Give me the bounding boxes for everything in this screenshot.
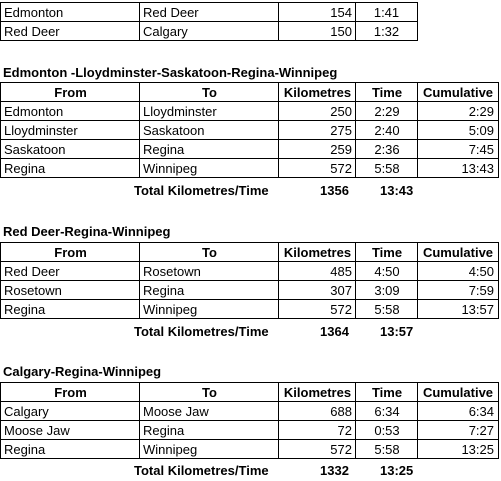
time-cell: 0:53 xyxy=(355,420,418,440)
time-cell: 3:09 xyxy=(355,280,418,300)
cumulative-cell: 13:57 xyxy=(417,299,499,319)
from-cell: Red Deer xyxy=(0,261,140,281)
header-time: Time xyxy=(355,242,418,262)
km-cell: 275 xyxy=(278,120,356,140)
time-cell: 1:32 xyxy=(355,21,418,41)
from-cell: Lloydminster xyxy=(0,120,140,140)
cumulative-cell: 13:25 xyxy=(417,439,499,459)
header-cumulative: Cumulative xyxy=(417,382,499,402)
table-row xyxy=(0,439,501,459)
table-row xyxy=(0,120,501,140)
from-cell: Edmonton xyxy=(0,101,140,121)
total-time: 13:57 xyxy=(380,324,414,339)
time-cell: 2:40 xyxy=(355,120,418,140)
total-km: 1332 xyxy=(320,463,349,478)
header-time: Time xyxy=(355,382,418,402)
to-cell: Regina xyxy=(139,420,279,440)
km-cell: 572 xyxy=(278,299,356,319)
from-cell: Saskatoon xyxy=(0,139,140,159)
section-title: Calgary-Regina-Winnipeg xyxy=(3,364,162,379)
km-cell: 259 xyxy=(278,139,356,159)
cumulative-cell: 4:50 xyxy=(417,261,499,281)
header-to: To xyxy=(139,382,279,402)
total-label: Total Kilometres/Time xyxy=(134,183,269,198)
time-cell: 5:58 xyxy=(355,439,418,459)
total-label: Total Kilometres/Time xyxy=(134,324,269,339)
km-cell: 572 xyxy=(278,439,356,459)
cumulative-cell: 13:43 xyxy=(417,158,499,178)
km-cell: 572 xyxy=(278,158,356,178)
table-row xyxy=(0,101,501,121)
from-cell: Edmonton xyxy=(0,2,140,22)
from-cell: Calgary xyxy=(0,401,140,421)
header-from: From xyxy=(0,382,140,402)
km-cell: 250 xyxy=(278,101,356,121)
km-cell: 307 xyxy=(278,280,356,300)
to-cell: Moose Jaw xyxy=(139,401,279,421)
time-cell: 2:29 xyxy=(355,101,418,121)
table-row xyxy=(0,139,501,159)
km-cell: 154 xyxy=(278,2,356,22)
from-cell: Rosetown xyxy=(0,280,140,300)
header-from: From xyxy=(0,82,140,102)
table-header xyxy=(0,242,501,262)
header-km: Kilometres xyxy=(278,82,356,102)
to-cell: Regina xyxy=(139,139,279,159)
from-cell: Red Deer xyxy=(0,21,140,41)
to-cell: Lloydminster xyxy=(139,101,279,121)
to-cell: Winnipeg xyxy=(139,439,279,459)
km-cell: 72 xyxy=(278,420,356,440)
table-row xyxy=(0,21,501,41)
total-label: Total Kilometres/Time xyxy=(134,463,269,478)
time-cell: 5:58 xyxy=(355,299,418,319)
section-title: Edmonton -Lloydminster-Saskatoon-Regina-Winnipeg xyxy=(3,65,338,80)
header-cumulative: Cumulative xyxy=(417,82,499,102)
total-time: 13:43 xyxy=(380,183,414,198)
cumulative-cell: 5:09 xyxy=(417,120,499,140)
cumulative-cell: 7:59 xyxy=(417,280,499,300)
table-row xyxy=(0,401,501,421)
header-km: Kilometres xyxy=(278,382,356,402)
time-cell: 1:41 xyxy=(355,2,418,22)
header-cumulative: Cumulative xyxy=(417,242,499,262)
cumulative-cell: 7:45 xyxy=(417,139,499,159)
to-cell: Saskatoon xyxy=(139,120,279,140)
total-km: 1364 xyxy=(320,324,349,339)
from-cell: Regina xyxy=(0,158,140,178)
to-cell: Winnipeg xyxy=(139,158,279,178)
table-row xyxy=(0,299,501,319)
cumulative-cell: 2:29 xyxy=(417,101,499,121)
table-row xyxy=(0,420,501,440)
to-cell: Calgary xyxy=(139,21,279,41)
table-row xyxy=(0,158,501,178)
time-cell: 4:50 xyxy=(355,261,418,281)
cumulative-cell: 6:34 xyxy=(417,401,499,421)
header-km: Kilometres xyxy=(278,242,356,262)
time-cell: 6:34 xyxy=(355,401,418,421)
from-cell: Regina xyxy=(0,299,140,319)
table-header xyxy=(0,382,501,402)
header-to: To xyxy=(139,82,279,102)
cumulative-cell: 7:27 xyxy=(417,420,499,440)
from-cell: Moose Jaw xyxy=(0,420,140,440)
to-cell: Regina xyxy=(139,280,279,300)
km-cell: 688 xyxy=(278,401,356,421)
km-cell: 485 xyxy=(278,261,356,281)
km-cell: 150 xyxy=(278,21,356,41)
time-cell: 2:36 xyxy=(355,139,418,159)
header-to: To xyxy=(139,242,279,262)
to-cell: Red Deer xyxy=(139,2,279,22)
to-cell: Winnipeg xyxy=(139,299,279,319)
total-time: 13:25 xyxy=(380,463,414,478)
header-time: Time xyxy=(355,82,418,102)
from-cell: Regina xyxy=(0,439,140,459)
total-km: 1356 xyxy=(320,183,349,198)
table-row xyxy=(0,280,501,300)
header-from: From xyxy=(0,242,140,262)
table-header xyxy=(0,82,501,102)
time-cell: 5:58 xyxy=(355,158,418,178)
table-row xyxy=(0,2,501,22)
to-cell: Rosetown xyxy=(139,261,279,281)
section-title: Red Deer-Regina-Winnipeg xyxy=(3,224,171,239)
table-row xyxy=(0,261,501,281)
